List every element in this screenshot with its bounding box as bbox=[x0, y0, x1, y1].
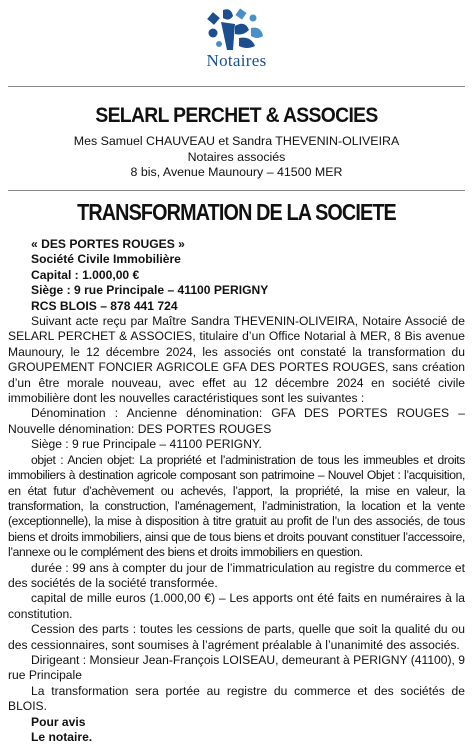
company-form: Société Civile Immobilière bbox=[31, 252, 181, 267]
paragraph-registration: La transformation sera portée au registre du commerce et des sociétés de BLOIS. bbox=[8, 683, 465, 714]
notaires-logo-icon bbox=[205, 6, 269, 52]
paragraph-deed: Suivant acte reçu par Maître Sandra THEVENIN-OLIVEIRA, Notaire Associé de SELARL PERCHET & ASSOCIES, titulaire d’un Office Notarial à MER, 8 Bis avenue Maunoury, le 12 décembre 2024, les associés ont constaté la transformation du GROUPEMENT FONCIER AGRICOLE GFA DES PORTES ROUGES, sans création d’un être morale nouveau, avec effet au 12 décembre 2024 en société civile immobilière dont les nouvelles caractéristiques sont les suivantes : bbox=[8, 314, 465, 406]
closing-for-notice: Pour avis bbox=[31, 714, 86, 729]
company-capital: Capital : 1.000,00 € bbox=[31, 267, 140, 282]
paragraph-denomination: Dénomination : Ancienne dénomination: GFA DES PORTES ROUGES – Nouvelle dénomination: DES PORTES ROUGES bbox=[8, 406, 465, 436]
paragraph-seat: Siège : 9 rue Principale – 41100 PERIGNY. bbox=[31, 437, 262, 452]
company-seat: Siège : 9 rue Principale – 41100 PERIGNY bbox=[31, 283, 269, 298]
firm-name: SELARL PERCHET & ASSOCIES bbox=[95, 104, 378, 127]
firm-details bbox=[0, 134, 473, 181]
paragraph-transfer: Cession des parts : toutes les cessions de parts, quelle que soit la qualité du ou des cessionnaires, sont soumises à l’agrément préalable à l’unanimité des associés. bbox=[8, 622, 465, 652]
company-rcs: RCS BLOIS – 878 441 724 bbox=[31, 298, 178, 313]
closing-signature: Le notaire. bbox=[31, 730, 93, 744]
notaires-logo bbox=[0, 6, 473, 74]
paragraph-capital: capital de mille euros (1.000,00 €) – Les apports ont été faits en numéraires à la constitution. bbox=[8, 591, 465, 621]
divider-top bbox=[8, 86, 465, 87]
notice-headline: TRANSFORMATION DE LA SOCIETE bbox=[77, 199, 396, 225]
firm-address: 8 bis, Avenue Maunoury – 41500 MER bbox=[130, 165, 343, 179]
logo-wordmark: Notaires bbox=[206, 51, 267, 70]
firm-notaries: Mes Samuel CHAUVEAU et Sandra THEVENIN-OLIVEIRA bbox=[73, 134, 400, 148]
notice-body bbox=[8, 237, 465, 745]
firm-title: Notaires associés bbox=[187, 149, 286, 164]
divider-middle bbox=[8, 190, 465, 191]
paragraph-object: objet : Ancien objet: La propriété et l’administration de tous les immeubles et droits immobiliers à destination agricole composant son patrimoine – Nouvel Objet : l’acquisition, en état futur d’achèvement ou achevés, l’apport, la propriété, la mise en valeur, la transformation, la construction, l’aménagement, l’administration, la location et la vente (exceptionnelle), la mise à disposition à titre gratuit au profit de l’un des associés, de tous biens et droits immobiliers, ainsi que de tous biens et droits pouvant constituer l’accessoire, l’annexe ou le complément des biens et droits immobiliers en question. bbox=[8, 452, 465, 560]
paragraph-manager: Dirigeant : Monsieur Jean-François LOISEAU, demeurant à PERIGNY (41100), 9 rue Principale bbox=[8, 652, 465, 683]
company-name: « DES PORTES ROUGES » bbox=[31, 237, 185, 251]
paragraph-duration: durée : 99 ans à compter du jour de l’immatriculation au registre du commerce et des sociétés de la société transformée. bbox=[8, 560, 465, 590]
